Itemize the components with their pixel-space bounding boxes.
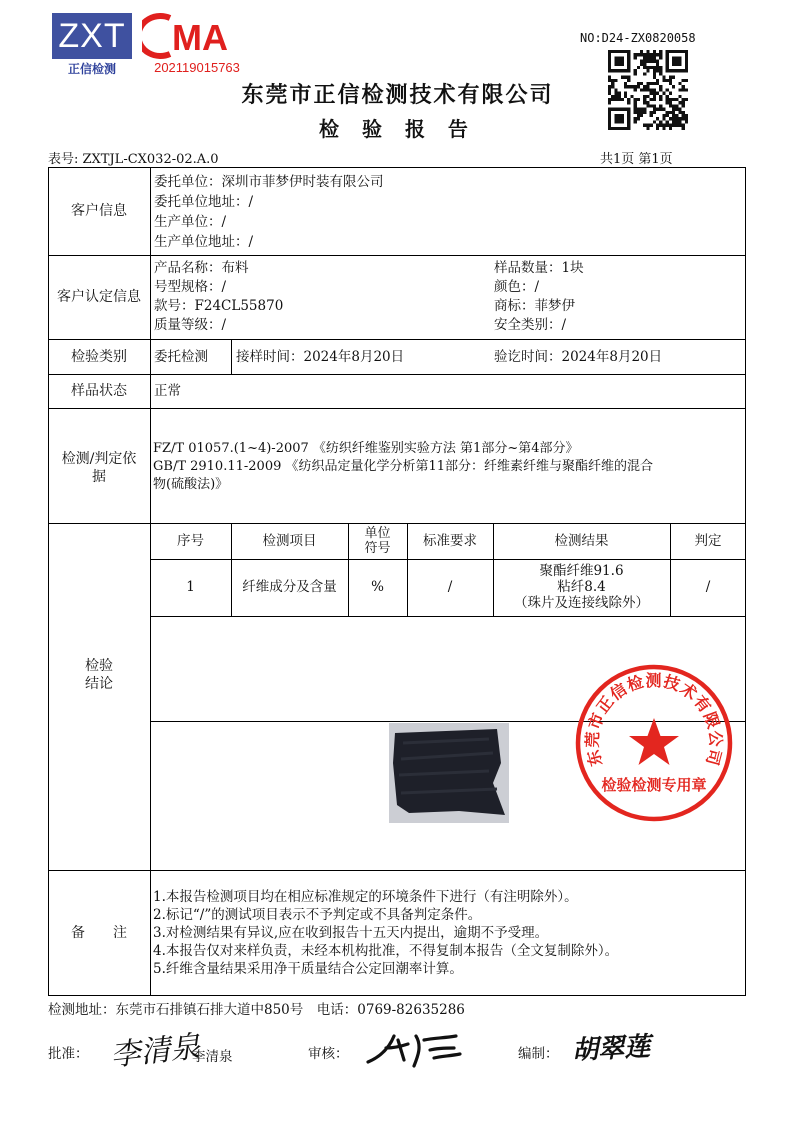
remark-line: 1.本报告检测项目均在相应标准规定的环境条件下进行（有注明除外）。: [153, 889, 578, 905]
zxt-logo-subtitle: 正信检测: [67, 62, 116, 76]
row-no: 1: [186, 579, 195, 595]
remark-line: 2.标记“/”的测试项目表示不予判定或不具备判定条件。: [153, 907, 482, 923]
row-item: 纤维成分及含量: [242, 579, 337, 595]
remark-line: 3.对检测结果有异议,应在收到报告十五天内提出，逾期不予受理。: [153, 925, 549, 941]
sample-status-value: 正常: [154, 383, 181, 399]
client-line: 委托单位：深圳市菲梦伊时装有限公司: [154, 174, 384, 190]
rule: [150, 559, 746, 560]
sample-status-label: 样品状态: [71, 383, 127, 399]
approve-label: 批准：: [48, 1046, 89, 1062]
client-label: 客户信息: [71, 203, 127, 219]
product-label: 客户认定信息: [57, 289, 141, 305]
review-label: 审核：: [308, 1046, 349, 1062]
standard-line: 物(硫酸法)》: [153, 477, 229, 492]
result-line: （珠片及连接线除外）: [514, 595, 649, 611]
page-count: 共1页 第1页: [600, 152, 673, 167]
col-header-unit: [348, 526, 407, 556]
official-seal-icon: [573, 662, 735, 824]
seal-outer-text: 东莞市正信检测技术有限公司: [582, 670, 726, 769]
remarks-label: 备 注: [71, 925, 127, 941]
zxt-logo: ZXT: [52, 13, 132, 59]
col-header-item: 检测项目: [262, 533, 317, 549]
inspection-type-label: 检验类别: [71, 349, 127, 365]
client-line: 生产单位：/: [154, 214, 227, 230]
col-header-no: 序号: [177, 533, 204, 549]
rule: [48, 339, 746, 340]
rule: [150, 616, 746, 617]
product-field: 产品名称：布料: [154, 260, 249, 276]
edit-label: 编制：: [518, 1046, 559, 1062]
col-header-standard: 标准要求: [423, 533, 477, 549]
conclusion-label-line: 检验: [85, 658, 113, 674]
product-field: 安全类别：/: [494, 317, 567, 333]
standards-label: [48, 450, 150, 486]
seal-inner-text: 检验检测专用章: [601, 776, 707, 794]
row-unit: %: [371, 579, 384, 595]
col-header-unit-line: 单位: [364, 526, 391, 541]
row-result: [493, 563, 670, 611]
review-signature-icon: [364, 1026, 464, 1070]
client-line: 委托单位地址：/: [154, 194, 254, 210]
rule: [48, 523, 746, 524]
inspection-type-value: 委托检测: [154, 349, 208, 365]
cma-number: 202119015763: [154, 60, 240, 75]
col-header-judge: 判定: [694, 533, 722, 549]
approve-name: 李清泉: [192, 1049, 233, 1065]
standard-line: GB/T 2910.11-2009 《纺织品定量化学分析第11部分：纤维素纤维与聚酯纤维的混合: [153, 459, 654, 474]
rule: [48, 255, 746, 256]
report-number: NO:D24-ZX0820058: [580, 31, 696, 45]
rule: [48, 870, 746, 871]
sample-photo: [389, 723, 509, 823]
standard-line: FZ/T 01057.(1~4)-2007 《纺织纤维鉴别实验方法 第1部分~第4部分》: [153, 441, 579, 456]
form-number: 表号: ZXTJL-CX032-02.A.0: [48, 152, 219, 167]
company-name: 东莞市正信检测技术有限公司: [241, 83, 554, 108]
row-judge: /: [705, 579, 711, 595]
product-field: 样品数量：1块: [494, 260, 584, 276]
conclusion-label: [48, 657, 150, 693]
col-header-result: 检测结果: [554, 533, 609, 549]
row-standard: /: [447, 579, 453, 595]
conclusion-label-line: 结论: [85, 676, 113, 692]
cma-mark-icon: [142, 12, 252, 60]
product-field: 号型规格：/: [154, 279, 227, 295]
result-line: 粘纤8.4: [557, 579, 606, 595]
rule: [231, 339, 232, 374]
product-field: 质量等级：/: [154, 317, 227, 333]
rule: [48, 374, 746, 375]
product-field: 商标：菲梦伊: [494, 298, 575, 314]
completed-date: 验讫时间：2024年8月20日: [494, 349, 663, 365]
client-line: 生产单位地址：/: [154, 234, 254, 250]
product-field: 款号：F24CL55870: [154, 298, 284, 314]
approve-signature: 李清泉: [108, 1029, 202, 1074]
standards-label-line: 检测/判定依: [61, 451, 137, 467]
product-field: 颜色：/: [494, 279, 540, 295]
received-date: 接样时间：2024年8月20日: [236, 349, 405, 365]
remark-line: 5.纤维含量结果采用净干质量结合公定回潮率计算。: [153, 961, 463, 977]
standards-label-line: 据: [92, 469, 106, 485]
result-line: 聚酯纤维91.6: [539, 563, 624, 579]
col-header-unit-line: 符号: [364, 541, 391, 556]
lab-address: 检测地址：东莞市石排镇石排大道中850号 电话：0769-82635286: [48, 1002, 465, 1018]
edit-signature: 胡翠莲: [571, 1031, 651, 1067]
rule: [48, 408, 746, 409]
cma-mark-text: MA: [172, 17, 228, 58]
report-title: 检 验 报 告: [319, 117, 476, 141]
remark-line: 4.本报告仅对来样负责，未经本机构批准，不得复制本报告（全文复制除外）。: [153, 943, 619, 959]
